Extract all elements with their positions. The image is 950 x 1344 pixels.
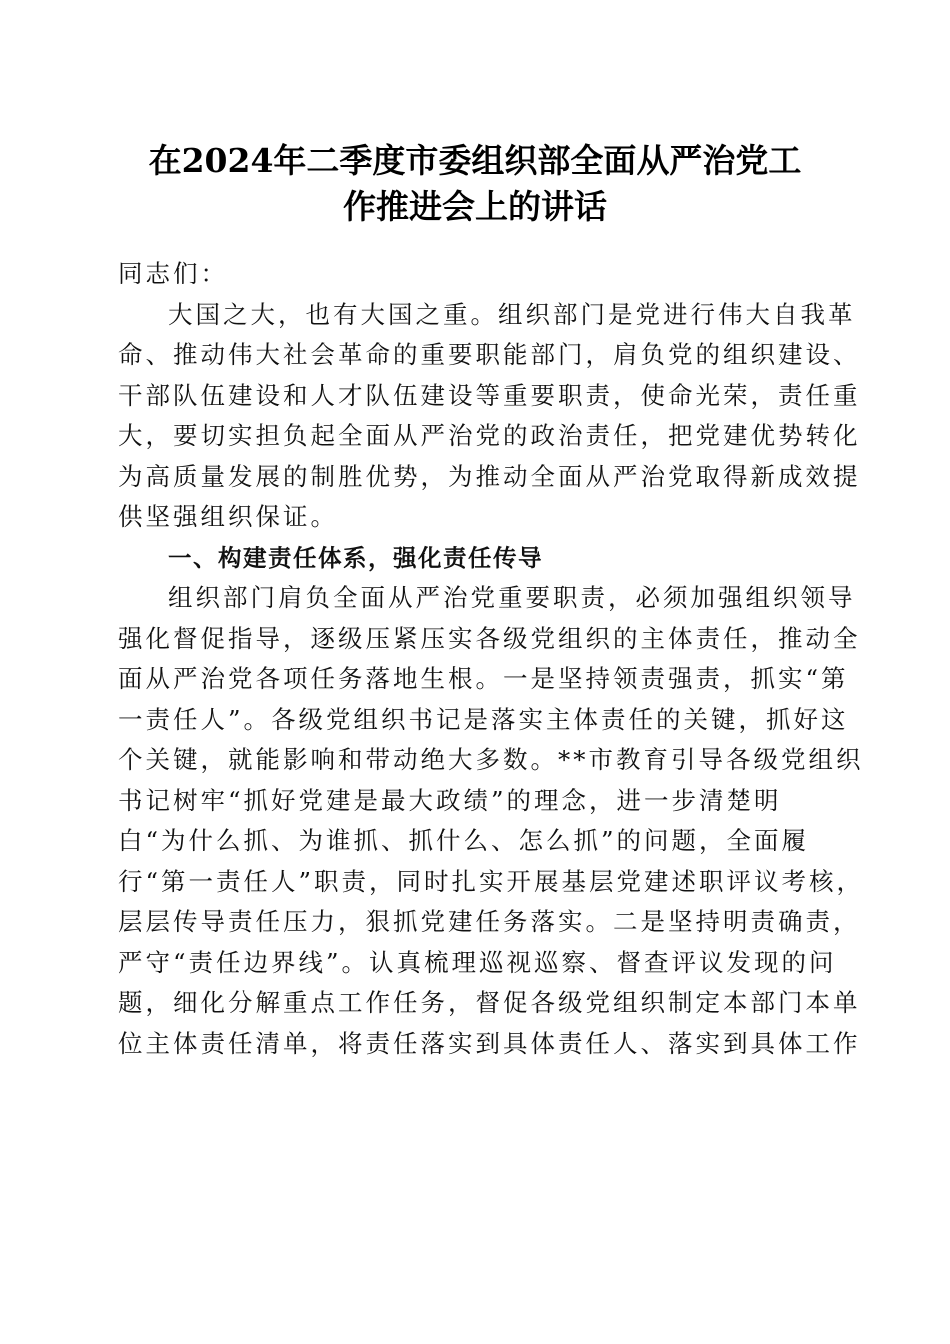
paragraph-line: 题，细化分解重点工作任务，督促各级党组织制定本部门本单 bbox=[118, 988, 861, 1017]
paragraph-1 bbox=[118, 295, 861, 538]
paragraph-line: 面从严治党各项任务落地生根。一是坚持领责强责，抓实“第 bbox=[118, 664, 849, 693]
paragraph-line: 干部队伍建设和人才队伍建设等重要职责，使命光荣，责任重 bbox=[118, 380, 861, 410]
paragraph-2 bbox=[118, 578, 865, 1064]
paragraph-line: 为高质量发展的制胜优势，为推动全面从严治党取得新成效提 bbox=[118, 461, 861, 491]
title-line-2: 作推进会上的讲话 bbox=[343, 187, 607, 226]
paragraph-line: 组织部门肩负全面从严治党重要职责，必须加强组织领导 bbox=[168, 583, 856, 612]
section-heading-1: 一、构建责任体系，强化责任传导 bbox=[168, 543, 543, 572]
paragraph-line: 大，要切实担负起全面从严治党的政治责任，把党建优势转化 bbox=[118, 421, 861, 450]
document-title bbox=[100, 138, 850, 230]
document-body bbox=[118, 254, 865, 1064]
paragraph-line: 命、推动伟大社会革命的重要职能部门，肩负党的组织建设、 bbox=[118, 340, 861, 369]
paragraph-line: 行“第一责任人”职责，同时扎实开展基层党建述职评议考核， bbox=[118, 866, 865, 896]
paragraph-line: 严守“责任边界线”。认真梳理巡视巡察、督查评议发现的问 bbox=[118, 947, 837, 977]
paragraph-line: 白“为什么抓、为谁抓、抓什么、怎么抓”的问题，全面履 bbox=[118, 826, 810, 855]
paragraph-line: 书记树牢“抓好党建是最大政绩”的理念，进一步清楚明 bbox=[118, 785, 782, 815]
salutation: 同志们： bbox=[118, 259, 228, 288]
paragraph-line: 位主体责任清单，将责任落实到具体责任人、落实到具体工作 bbox=[118, 1028, 861, 1058]
paragraph-line: 个关键，就能影响和带动绝大多数。**市教育引导各级党组织 bbox=[118, 745, 864, 774]
paragraph-line: 供坚强组织保证。 bbox=[118, 502, 338, 531]
paragraph-line: 大国之大，也有大国之重。组织部门是党进行伟大自我革 bbox=[168, 299, 856, 329]
paragraph-line: 一责任人”。各级党组织书记是落实主体责任的关键，抓好这 bbox=[118, 704, 849, 734]
title-line-1: 在2024年二季度市委组织部全面从严治党工 bbox=[148, 141, 802, 180]
paragraph-line: 强化督促指导，逐级压紧压实各级党组织的主体责任，推动全 bbox=[118, 623, 861, 653]
paragraph-line: 层层传导责任压力，狠抓党建任务落实。二是坚持明责确责， bbox=[118, 907, 861, 936]
